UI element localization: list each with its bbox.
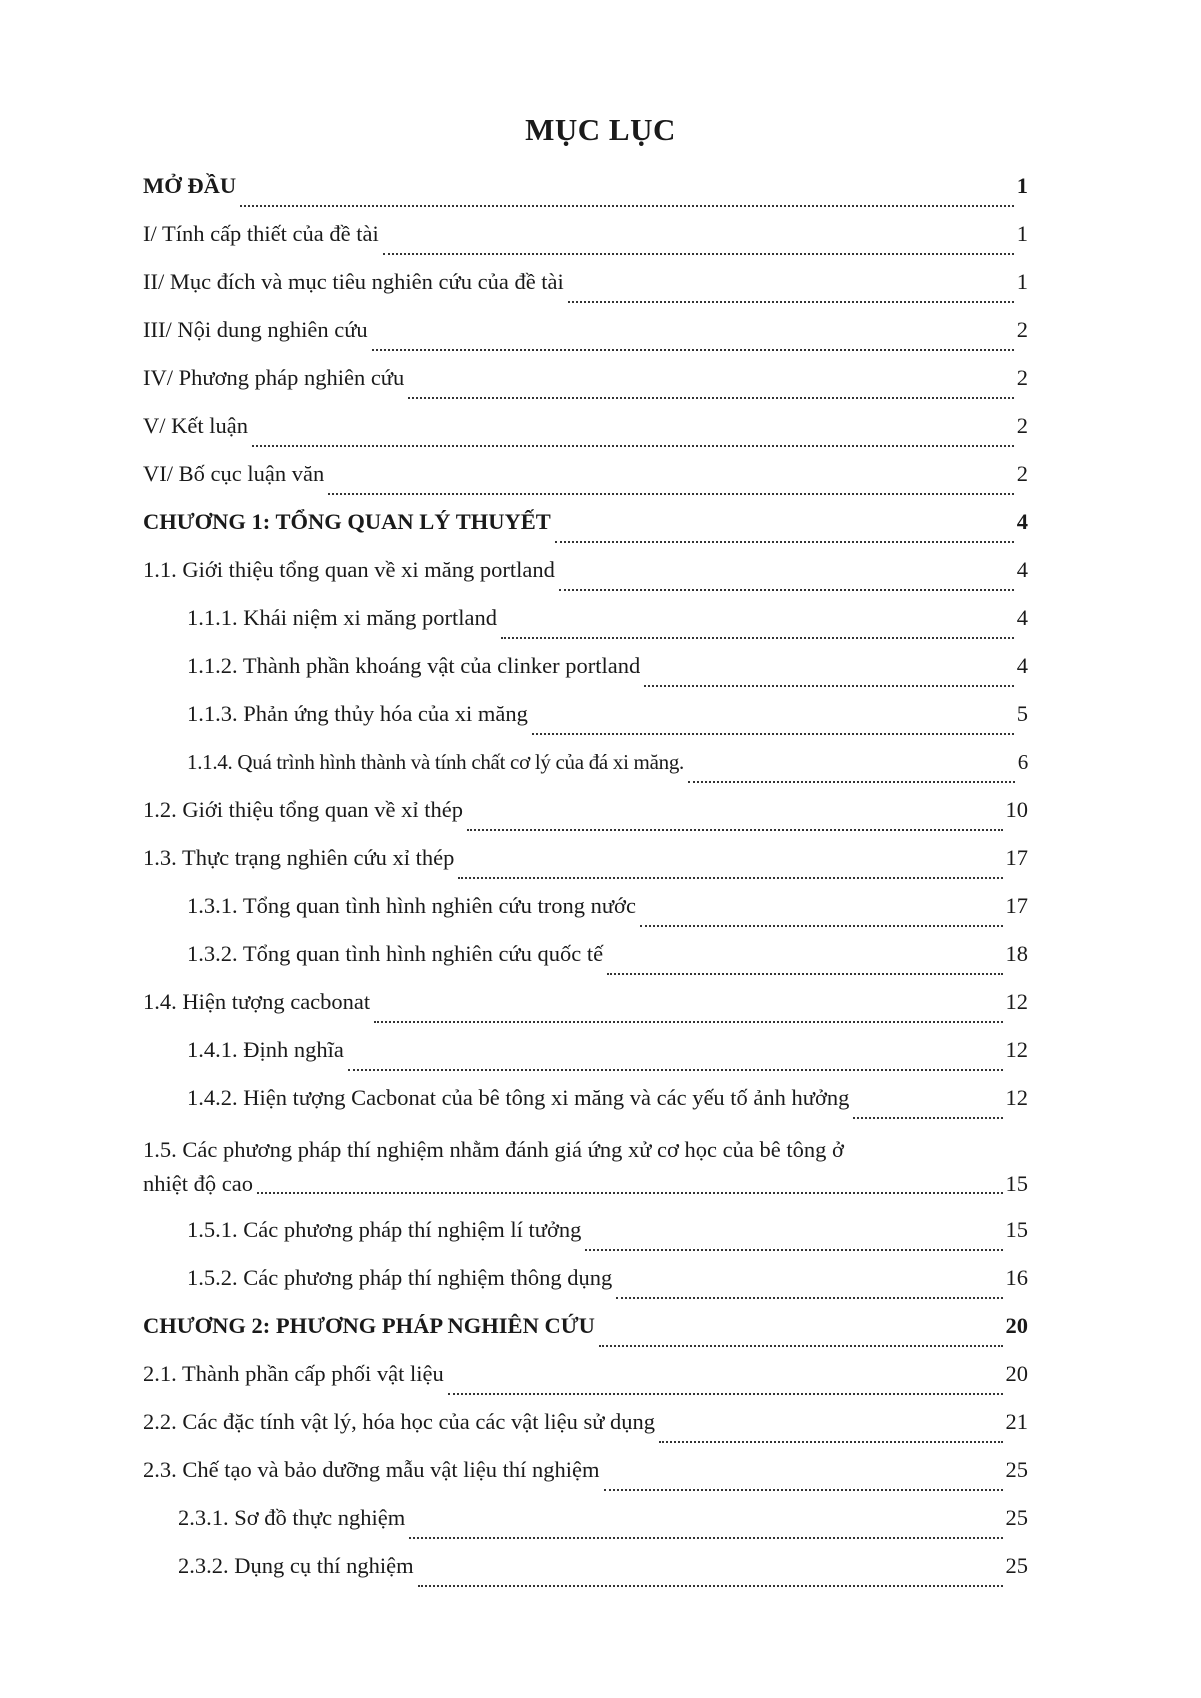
toc-entry[interactable] <box>143 1305 1028 1353</box>
toc-entry-label: 1.4. Hiện tượng cacbonat <box>143 989 371 1014</box>
toc-entry[interactable] <box>143 549 1028 597</box>
toc-page-number: 18 <box>1005 941 1028 966</box>
toc-page-number: 17 <box>1005 845 1028 870</box>
toc-entry-label: IV/ Phương pháp nghiên cứu <box>143 365 405 390</box>
toc-entry[interactable] <box>143 741 1028 789</box>
toc-page-number: 21 <box>1005 1409 1028 1434</box>
toc-page-number: 12 <box>1005 1085 1028 1110</box>
toc-entry[interactable] <box>143 501 1028 549</box>
toc-page-number: 15 <box>1005 1171 1028 1196</box>
dot-leader <box>383 253 1014 255</box>
toc-page-number: 16 <box>1005 1265 1028 1290</box>
dot-leader <box>372 349 1014 351</box>
toc-entry[interactable] <box>143 1125 1028 1209</box>
toc-entry[interactable] <box>143 453 1028 501</box>
toc-page-number: 1 <box>1016 221 1028 246</box>
toc-entry-label: 1.3.2. Tổng quan tình hình nghiên cứu quốc tế <box>187 941 604 966</box>
page-title: MỤC LỤC <box>525 112 676 147</box>
toc-page-number: 20 <box>1005 1361 1028 1386</box>
dot-leader <box>604 1489 1003 1491</box>
toc-page-number: 2 <box>1016 461 1028 486</box>
toc-entry-label: III/ Nội dung nghiên cứu <box>143 317 368 342</box>
toc-page-number: 4 <box>1016 509 1028 534</box>
toc-entry-label: 2.3. Chế tạo và bảo dưỡng mẫu vật liệu thí nghiệm <box>143 1457 600 1482</box>
toc-page-number: 12 <box>1005 989 1028 1014</box>
toc-entry[interactable] <box>143 597 1028 645</box>
toc-page-number: 1 <box>1016 269 1028 294</box>
toc-entry-label: CHƯƠNG 1: TỔNG QUAN LÝ THUYẾT <box>143 509 551 534</box>
dot-leader <box>257 1192 1003 1194</box>
toc-entry[interactable] <box>143 261 1028 309</box>
toc-page-number: 2 <box>1016 413 1028 438</box>
dot-leader <box>458 877 1002 879</box>
dot-leader <box>252 445 1014 447</box>
dot-leader <box>585 1249 1002 1251</box>
toc-entry-label: 1.3.1. Tổng quan tình hình nghiên cứu trong nước <box>187 893 636 918</box>
toc-entry-label: 1.5. Các phương pháp thí nghiệm nhằm đánh giá ứng xử cơ học của bê tông ở <box>143 1137 844 1162</box>
toc-entry-label: 1.1.3. Phản ứng thủy hóa của xi măng <box>187 701 528 726</box>
toc-entry-label: 1.1.4. Quá trình hình thành và tính chất cơ lý của đá xi măng. <box>187 750 684 774</box>
toc-entry-label: 1.5.2. Các phương pháp thí nghiệm thông dụng <box>187 1265 613 1290</box>
toc-entry-label: 1.3. Thực trạng nghiên cứu xỉ thép <box>143 845 455 870</box>
toc-page-number: 4 <box>1016 605 1028 630</box>
toc-entry[interactable] <box>143 1545 1028 1593</box>
dot-leader <box>240 205 1014 207</box>
toc-entry[interactable] <box>143 1353 1028 1401</box>
toc-entry-label: VI/ Bố cục luận văn <box>143 461 325 486</box>
toc-entry[interactable] <box>143 1497 1028 1545</box>
toc-entry-label: 2.3.1. Sơ đồ thực nghiệm <box>178 1505 406 1530</box>
toc-entry-label: 1.5.1. Các phương pháp thí nghiệm lí tưởng <box>187 1217 582 1242</box>
toc-entry-label: 2.3.2. Dụng cụ thí nghiệm <box>178 1553 414 1578</box>
dot-leader <box>374 1021 1002 1023</box>
toc-entry-label: 1.2. Giới thiệu tổng quan về xỉ thép <box>143 797 463 822</box>
toc-page-number: 25 <box>1005 1505 1028 1530</box>
toc-entry-label: CHƯƠNG 2: PHƯƠNG PHÁP NGHIÊN CỨU <box>143 1313 595 1338</box>
toc-page-number: 2 <box>1016 317 1028 342</box>
dot-leader <box>555 541 1014 543</box>
toc-entry-label: 2.2. Các đặc tính vật lý, hóa học của các vật liệu sử dụng <box>143 1409 656 1434</box>
toc-entry-label: 1.1.2. Thành phần khoáng vật của clinker portland <box>187 653 641 678</box>
dot-leader <box>568 301 1014 303</box>
toc-entry[interactable] <box>143 165 1028 213</box>
dot-leader <box>599 1345 1003 1347</box>
toc-entry-continuation <box>143 1167 1028 1201</box>
toc-page-number: 10 <box>1005 797 1028 822</box>
toc-entry-label: 1.4.2. Hiện tượng Cacbonat của bê tông xi măng và các yếu tố ảnh hưởng <box>187 1085 850 1110</box>
toc-entry[interactable] <box>143 789 1028 837</box>
toc-entry-label: V/ Kết luận <box>143 413 248 438</box>
dot-leader <box>559 589 1014 591</box>
toc-page-number: 17 <box>1005 893 1028 918</box>
dot-leader <box>418 1585 1003 1587</box>
dot-leader <box>640 925 1003 927</box>
toc-page-number: 2 <box>1016 365 1028 390</box>
toc-page-number: 4 <box>1016 653 1028 678</box>
dot-leader <box>688 781 1015 783</box>
toc-entry[interactable] <box>143 885 1028 933</box>
toc-entry[interactable] <box>143 1029 1028 1077</box>
toc-entry-label: 1.4.1. Định nghĩa <box>187 1037 344 1062</box>
toc-entry[interactable] <box>143 357 1028 405</box>
dot-leader <box>501 637 1014 639</box>
toc-entry[interactable] <box>143 645 1028 693</box>
toc-entry[interactable] <box>143 981 1028 1029</box>
toc-entry-label: 2.1. Thành phần cấp phối vật liệu <box>143 1361 444 1386</box>
dot-leader <box>448 1393 1003 1395</box>
toc-page-number: 25 <box>1005 1553 1028 1578</box>
dot-leader <box>659 1441 1002 1443</box>
toc-entry-label-continued: nhiệt độ cao <box>143 1171 253 1196</box>
toc-page-number: 5 <box>1016 701 1028 726</box>
dot-leader <box>644 685 1014 687</box>
toc-entry[interactable] <box>143 1077 1028 1125</box>
toc-entry[interactable] <box>143 1401 1028 1449</box>
toc-entry-label: 1.1.1. Khái niệm xi măng portland <box>187 605 497 630</box>
dot-leader <box>853 1117 1002 1119</box>
toc-entry-label: I/ Tính cấp thiết của đề tài <box>143 221 379 246</box>
table-of-contents <box>143 165 1028 1593</box>
toc-entry[interactable] <box>143 213 1028 261</box>
toc-entry[interactable] <box>143 1209 1028 1257</box>
dot-leader <box>408 397 1013 399</box>
toc-page-number: 1 <box>1016 173 1028 198</box>
toc-page-number: 25 <box>1005 1457 1028 1482</box>
dot-leader <box>328 493 1014 495</box>
dot-leader <box>532 733 1014 735</box>
dot-leader <box>616 1297 1002 1299</box>
dot-leader <box>467 829 1003 831</box>
toc-entry[interactable] <box>143 309 1028 357</box>
toc-entry[interactable] <box>143 1257 1028 1305</box>
dot-leader <box>409 1537 1002 1539</box>
toc-entry[interactable] <box>143 693 1028 741</box>
dot-leader <box>348 1069 1003 1071</box>
toc-page-number: 6 <box>1017 750 1028 774</box>
toc-page-number: 20 <box>1005 1313 1028 1338</box>
toc-entry[interactable] <box>143 405 1028 453</box>
toc-page-number: 15 <box>1005 1217 1028 1242</box>
toc-entry-label: II/ Mục đích và mục tiêu nghiên cứu của đề tài <box>143 269 564 294</box>
toc-page-number: 4 <box>1016 557 1028 582</box>
toc-entry[interactable] <box>143 1449 1028 1497</box>
toc-entry-label: MỞ ĐẦU <box>143 173 237 198</box>
toc-page-number: 12 <box>1005 1037 1028 1062</box>
dot-leader <box>607 973 1002 975</box>
toc-entry[interactable] <box>143 837 1028 885</box>
toc-entry[interactable] <box>143 933 1028 981</box>
toc-entry-label: 1.1. Giới thiệu tổng quan về xi măng portland <box>143 557 555 582</box>
